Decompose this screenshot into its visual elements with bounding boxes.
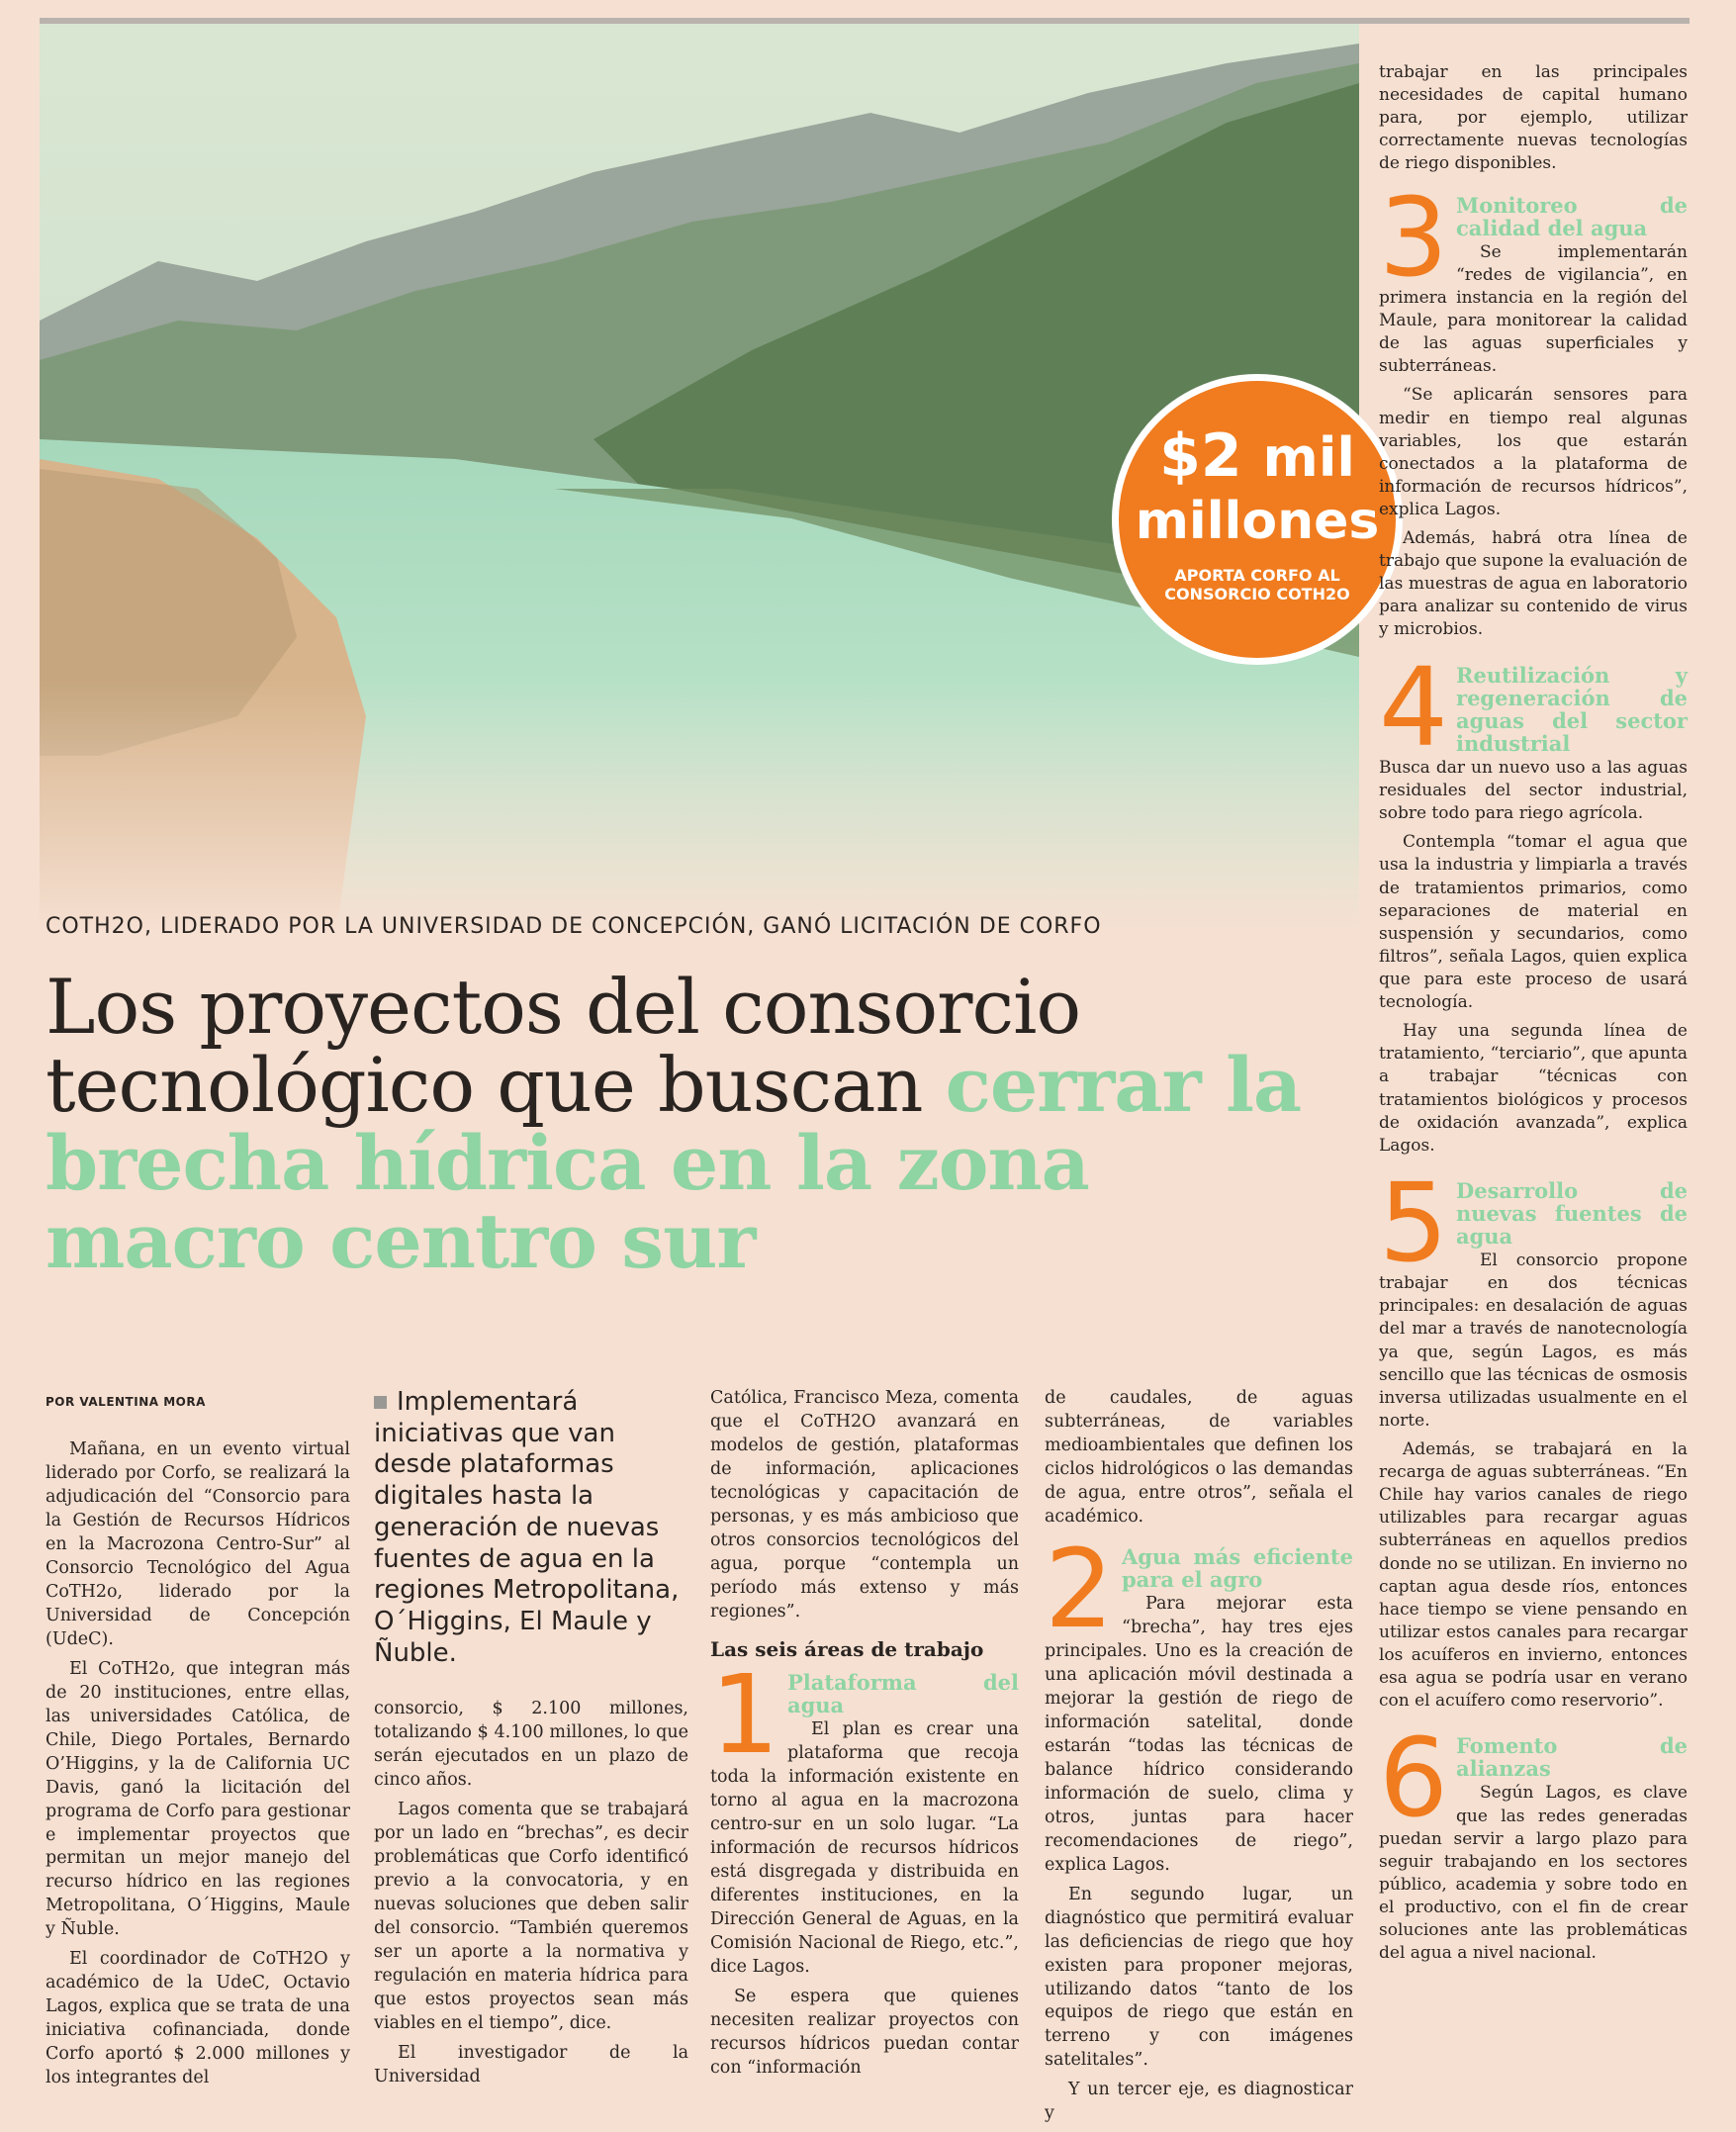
section-paragraph: Se espera que quienes necesiten realizar proyectos con recursos hídricos puedan contar con “información <box>710 1986 1019 2078</box>
col2-paragraph: Lagos comenta que se trabajará por un lado en “brechas”, es decir problemáticas que Corfo identificó previo a la convocatoria, y en nuevas soluciones que deben salir del consorcio. “También queremos ser un aporte a la normativa y regulación en materia hídrica para que estos proyectos sean más viables en el tiempo”, dice. <box>374 1799 688 2033</box>
pull-quote <box>374 1387 688 1669</box>
section-paragraph: Se implementarán “redes de vigilancia”, en primera instancia en la región del Maule, para monitorear la calidad de las aguas superficiales y subterráneas. <box>1379 241 1688 377</box>
col2-paragraph: El investigador de la Universidad <box>374 2042 688 2086</box>
section-title: Plataforma del agua <box>787 1670 1019 1718</box>
section-paragraph: Según Lagos, es clave que las redes generadas puedan servir a largo plazo para seguir trabajando en los sectores público, academia y sobre todo en el productivo, con el fin de crear soluciones ante las problemáticas del agua a nivel nacional. <box>1379 1783 1688 1964</box>
badge-amount-value: $2 <box>1159 421 1242 491</box>
section-2 <box>1045 1525 1353 2127</box>
section-4 <box>1379 643 1688 1158</box>
section-number: 4 <box>1379 643 1448 771</box>
section-paragraph: El consorcio propone trabajar en dos técnicas principales: en desalación de aguas del mar a través de nanotecnología ya que, según Lagos, es más sencillo que las técnicas de osmosis inversa utilizadas usualmente en el norte. <box>1379 1251 1688 1431</box>
col1-paragraph: Mañana, en un evento virtual liderado por Corfo, se realizará la adjudicación del “Consorcio para la Gestión de Recursos Hídricos en la Macrozona Centro-Sur” al Consorcio Tecnológico del Agua CoTH2o, liderado por la Universidad de Concepción (UdeC). <box>46 1439 350 1649</box>
section-paragraph: Además, habrá otra línea de trabajo que supone la evaluación de las muestras de agua en laboratorio para analizar su contenido de virus y microbios. <box>1379 528 1688 640</box>
col5-paragraph: trabajar en las principales necesidades de capital humano para, por ejemplo, utilizar correctamente nuevas tecnologías de riego disponibles. <box>1379 62 1688 174</box>
section-paragraph: El plan es crear una plataforma que recoja toda la información existente en torno al agua en la macrozona centro-sur en un solo lugar. “La información de recursos hídricos está disgregada y distribuida en diferentes instituciones, en la Dirección General de Aguas, en la Comisión Nacional de Riego, etc.”, dice Lagos. <box>710 1719 1019 1977</box>
section-title: Reutilización y regeneración de aguas del sector industrial <box>1456 662 1688 756</box>
column-2 <box>374 1698 688 2095</box>
section-number: 6 <box>1379 1715 1448 1842</box>
section-number: 3 <box>1379 173 1448 301</box>
column-1 <box>46 1438 350 2096</box>
col1-paragraph: El CoTH2o, que integran más de 20 instituciones, entre ellas, las universidades Católica, de Chile, Diego Portales, Bernardo O’Higgins, y la de California UC Davis, ganó la licitación del programa de Corfo para gestionar e implementar proyectos que permitan un mejor manejo del recurso hídrico en las regiones Metropolitana, O´Higgins, Maule y Ñuble. <box>46 1658 350 1940</box>
badge-amount <box>1119 421 1396 491</box>
section-5 <box>1379 1159 1688 1713</box>
badge-note: APORTA CORFO AL CONSORCIO COTH2O <box>1164 566 1350 604</box>
section-number: 5 <box>1379 1159 1448 1286</box>
section-3 <box>1379 173 1688 642</box>
section-paragraph: Hay una segunda línea de tratamiento, “terciario”, que apunta a trabajar “técnicas con tratamientos biológicos y procesos de oxidación avanzada”, explica Lagos. <box>1379 1021 1688 1156</box>
section-paragraph: “Se aplicarán sensores para medir en tiempo real algunas variables, los que estarán conectados a la plataforma de información de recursos hídricos”, explica Lagos. <box>1379 385 1688 519</box>
section-title: Fomento de alianzas <box>1456 1733 1688 1782</box>
col4-paragraph: de caudales, de aguas subterráneas, de variables medioambientales que definen los ciclos hidrológicos o las demandas de agua, entre otros”, señala el académico. <box>1045 1388 1353 1527</box>
col2-paragraph: consorcio, $ 2.100 millones, totalizando $ 4.100 millones, lo que serán ejecutados en un plazo de cinco años. <box>374 1699 688 1790</box>
kicker: COTH2O, LIDERADO POR LA UNIVERSIDAD DE CONCEPCIÓN, GANÓ LICITACIÓN DE CORFO <box>46 914 1102 939</box>
section-title: Agua más eficiente para el agro <box>1122 1543 1353 1592</box>
headline-dark: Los proyectos del consorcio tecnológico que buscan <box>46 963 1081 1130</box>
badge-mil: mil <box>1262 426 1355 489</box>
section-paragraph: En segundo lugar, un diagnóstico que permitirá evaluar las deficiencias de riego que hoy existen para proponer mejoras, utilizando datos “tanto de los equipos de riego que están en terreno y con imágenes satelitales”. <box>1045 1884 1353 2071</box>
pull-quote-text: Implementará iniciativas que van desde plataformas digitales hasta la generación de nuevas fuentes de agua en la regiones Metropolitana, O´Higgins, El Maule y Ñuble. <box>374 1387 680 1668</box>
headline-highlight: cerrar la brecha hídrica en la zona macro centro sur <box>46 1041 1302 1286</box>
section-title: Desarrollo de nuevas fuentes de agua <box>1456 1177 1688 1250</box>
col1-paragraph: El coordinador de CoTH2O y académico de la UdeC, Octavio Lagos, explica que se trata de una iniciativa cofinanciada, donde Corfo aportó $ 2.000 millones y los integrantes del <box>46 1949 350 2088</box>
section-number: 2 <box>1045 1525 1114 1652</box>
section-6 <box>1379 1715 1688 1965</box>
badge-millones: millones <box>1135 492 1380 551</box>
investment-badge <box>1112 374 1403 665</box>
section-paragraph: Además, se trabajará en la recarga de aguas subterráneas. “En Chile hay varios canales de riego utilizables para recargar aguas subterráneas en aquellos predios donde no se utilizan. En invierno no captan agua desde ríos, entonces hace tiempo se viene pensando en utilizar estos canales para recargar los acuíferos en invierno, entonces esa agua se podría usar en verano con el acuífero como reservorio”. <box>1379 1438 1688 1712</box>
byline: POR VALENTINA MORA <box>46 1395 206 1409</box>
areas-subhead: Las seis áreas de trabajo <box>710 1636 984 1661</box>
column-3 <box>710 1387 1019 2086</box>
section-paragraph: Busca dar un nuevo uso a las aguas residuales del sector industrial, sobre todo para riego agrícola. <box>1379 757 1688 824</box>
section-paragraph: Para mejorar esta “brecha”, hay tres ejes principales. Uno es la creación de una aplicación móvil destinada a mejorar la gestión de riego de información satelital, donde estarán “todas las técnicas de balance hídrico considerando información de suelo, clima y otros, juntas para hacer recomendaciones de riego”, explica Lagos. <box>1045 1594 1353 1875</box>
col3-paragraph: Católica, Francisco Meza, comenta que el CoTH2O avanzará en modelos de gestión, plataformas de información, aplicaciones tecnológicas y capacitación de personas, y es más ambicioso que otros consorcios tecnológicos del agua, porque “contempla un período más extenso y más regiones”. <box>710 1388 1019 1622</box>
section-paragraph: Contempla “tomar el agua que usa la industria y limpiarla a través de tratamientos primarios, como separaciones de material en suspensión y secundarios, como filtros”, señala Lagos, quien explica que para este proceso de usará tecnología. <box>1379 832 1688 1013</box>
section-number: 1 <box>710 1651 779 1779</box>
column-5 <box>1379 61 1688 1971</box>
section-title: Monitoreo de calidad del agua <box>1456 192 1688 240</box>
section-1 <box>710 1651 1019 2081</box>
pull-quote-square-icon <box>374 1396 387 1409</box>
headline <box>46 963 1331 1286</box>
section-paragraph: Y un tercer eje, es diagnosticar y <box>1045 2080 1353 2124</box>
column-4 <box>1045 1387 1353 2132</box>
